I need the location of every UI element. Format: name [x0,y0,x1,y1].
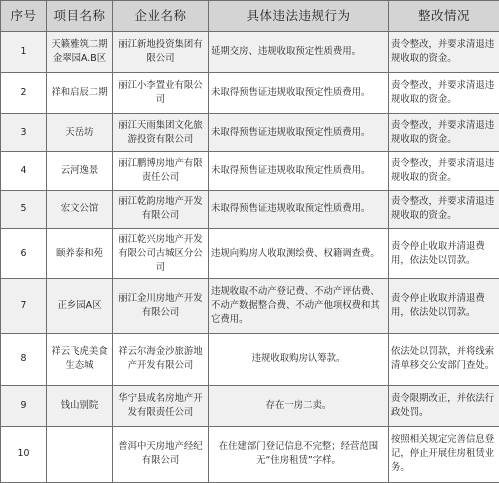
table-row [1,333,499,385]
cell-company: 普洱中天房地产经纪有限公司 [113,426,209,482]
cell-violation: 违规向购房人收取测绘费、权籍调查费。 [209,229,389,279]
cell-project: 天岳坊 [47,114,113,152]
cell-seq: 1 [1,32,47,73]
cell-company: 华宁县成名房地产开发有限责任公司 [113,385,209,426]
cell-project: 正乡园A区 [47,279,113,333]
header-company: 企业名称 [113,1,209,32]
cell-company: 丽江新地投资集团有限公司 [113,32,209,73]
cell-remedy: 责令停止收取并清退费用，依法处以罚款。 [389,229,499,279]
cell-company: 丽江乾韵房地产开发有限公司 [113,190,209,229]
table-row [1,279,499,333]
cell-violation: 未取得预售证违规收取预定性质费用。 [209,72,389,114]
cell-remedy: 按照相关规定完善信息登记，停止开展住房租赁业务。 [389,426,499,482]
cell-remedy: 依法处以罚款，并将线索清单移交公安部门查处。 [389,333,499,385]
cell-project: 宏文公馆 [47,190,113,229]
cell-company: 丽江鹏博房地产有限责任公司 [113,152,209,191]
header-row [1,1,499,32]
cell-seq: 9 [1,385,47,426]
cell-seq: 5 [1,190,47,229]
cell-remedy: 责令整改，并要求清退违规收取的资金。 [389,152,499,191]
cell-project: 云河逸景 [47,152,113,191]
cell-violation: 违规收取不动产登记费、不动产评估费、不动产数据整合费、不动产他项权费和其它费用。 [209,279,389,333]
table-row [1,190,499,229]
cell-company: 丽江天雨集团文化旅游投资有限公司 [113,114,209,152]
header-violation: 具体违法违规行为 [209,1,389,32]
cell-violation: 未取得预售证违规收取预定性质费用。 [209,190,389,229]
cell-company: 祥云尔海金沙旅游地产开发有限公司 [113,333,209,385]
table-row [1,426,499,482]
cell-seq: 6 [1,229,47,279]
cell-violation: 存在一房二卖。 [209,385,389,426]
cell-project: 颐养泰和苑 [47,229,113,279]
cell-company: 丽江小李置业有限公司 [113,72,209,114]
table-row [1,72,499,114]
cell-violation: 未取得预售证违规收取预定性质费用。 [209,152,389,191]
cell-violation: 违规收取购房认筹款。 [209,333,389,385]
cell-remedy: 责令整改，并要求清退违规收取的资金。 [389,32,499,73]
header-project: 项目名称 [47,1,113,32]
table-row [1,32,499,73]
cell-violation: 在住建部门登记信息不完整；经营范围无“住房租赁”字样。 [209,426,389,482]
cell-project [47,426,113,482]
cell-project: 天籁雅筑二期金翠园A.B区 [47,32,113,73]
header-remedy: 整改情况 [389,1,499,32]
cell-company: 丽江金川房地产开发有限公司 [113,279,209,333]
cell-remedy: 责令整改，并要求清退违规收取的资金。 [389,190,499,229]
table-row [1,229,499,279]
cell-project: 祥云飞虎美食生态城 [47,333,113,385]
table-row [1,114,499,152]
cell-seq: 8 [1,333,47,385]
cell-seq: 10 [1,426,47,482]
cell-project: 祥和启辰二期 [47,72,113,114]
cell-seq: 7 [1,279,47,333]
cell-violation: 延期交房、违规收取预定性质费用。 [209,32,389,73]
cell-seq: 4 [1,152,47,191]
cell-remedy: 责令限期改正，并依法行政处罚。 [389,385,499,426]
table-row [1,385,499,426]
cell-project: 钱山别院 [47,385,113,426]
cell-remedy: 责令整改，并要求清退违规收取的资金。 [389,114,499,152]
cell-seq: 2 [1,72,47,114]
table-row [1,152,499,191]
cell-remedy: 责令整改，并要求清退违规收取的资金。 [389,72,499,114]
cell-violation: 未取得预售证违规收取预定性质费用。 [209,114,389,152]
cell-company: 丽江乾兴房地产开发有限公司古城区分公司 [113,229,209,279]
cell-seq: 3 [1,114,47,152]
cell-remedy: 责令停止收取并清退费用，依法处以罚款。 [389,279,499,333]
header-seq: 序号 [1,1,47,32]
